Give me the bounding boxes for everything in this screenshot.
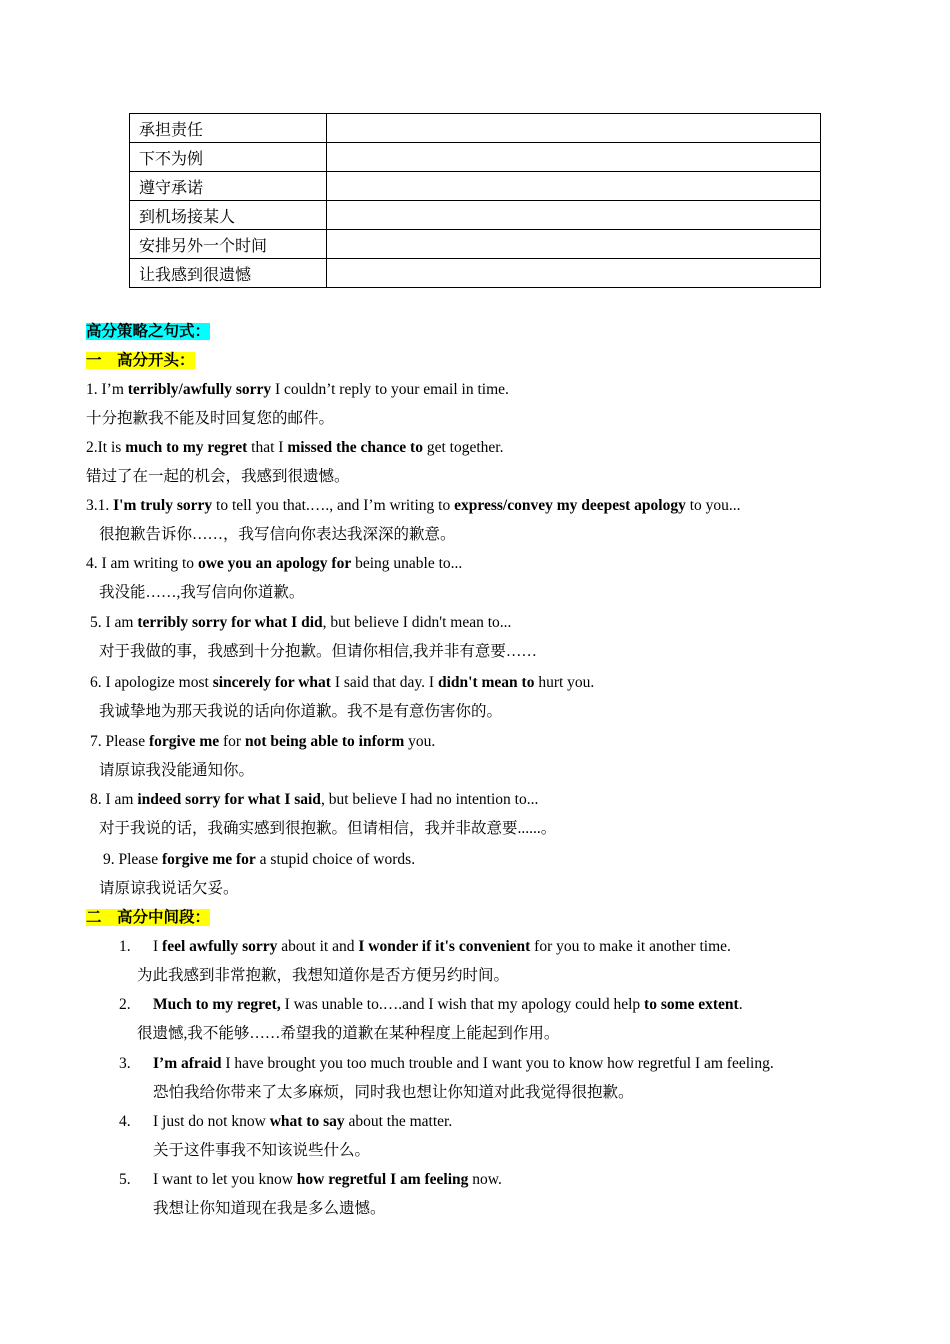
text-run: 4. I am writing to (86, 555, 198, 572)
vocab-chinese-cell: 遵守承诺 (130, 172, 327, 201)
text-run: I said that day. I (330, 674, 438, 691)
vocab-chinese-cell: 让我感到很遗憾 (130, 259, 327, 288)
vocab-row (130, 201, 821, 230)
vocab-english-cell (327, 230, 821, 259)
text-run: 1. I’m (86, 381, 128, 398)
bold-phrase: what to say (269, 1113, 345, 1130)
bold-phrase: didn't mean to (437, 674, 535, 691)
middle-sentence-number: 5. (119, 1171, 131, 1188)
bold-phrase: terribly sorry for what I did (137, 614, 323, 631)
section-heading-middle-text: 二 高分中间段： (86, 909, 211, 926)
bold-phrase: express/convey my deepest apology (454, 497, 686, 514)
text-run: being unable to... (351, 555, 463, 572)
opening-sentence-english (86, 496, 741, 516)
middle-sentence-english (153, 1170, 502, 1190)
main-heading (86, 322, 210, 342)
bold-phrase: not being able to inform (244, 733, 405, 750)
vocab-english-cell (327, 201, 821, 230)
text-run: 8. I am (90, 791, 138, 808)
opening-sentence-chinese: 我没能……,我写信向你道歉。 (99, 584, 305, 601)
opening-sentence-english (90, 613, 511, 633)
middle-sentence-chinese: 恐怕我给你带来了太多麻烦，同时我也想让你知道对此我觉得很抱歉。 (153, 1084, 634, 1101)
bold-phrase: forgive me for (161, 851, 256, 868)
text-run: 7. Please (90, 733, 149, 750)
vocab-row (130, 259, 821, 288)
bold-phrase: Much to my regret, (153, 996, 281, 1013)
bold-phrase: feel awfully sorry (162, 938, 278, 955)
opening-sentence-english (86, 554, 462, 574)
vocab-chinese-cell: 承担责任 (130, 114, 327, 143)
middle-sentence-number: 1. (119, 938, 131, 955)
opening-sentence-chinese: 很抱歉告诉你……，我写信向你表达我深深的歉意。 (99, 526, 456, 543)
text-run: a stupid choice of words. (255, 851, 416, 868)
opening-sentence-chinese: 对于我做的事，我感到十分抱歉。但请你相信,我并非有意要…… (99, 643, 537, 660)
text-run: to tell you that.…., and I’m writing to (212, 497, 455, 514)
text-run: get together. (422, 439, 504, 456)
bold-phrase: indeed sorry for what I said (137, 791, 321, 808)
bold-phrase: forgive me (148, 733, 220, 750)
text-run: 2.It is (86, 439, 126, 456)
bold-phrase: sincerely for what (212, 674, 331, 691)
middle-sentence-chinese: 关于这件事我不知该说些什么。 (153, 1142, 371, 1159)
text-run: I want to let you know (153, 1171, 297, 1188)
text-run: to you... (685, 497, 741, 514)
text-run: for you to make it another time. (530, 938, 731, 955)
text-run: I (153, 938, 163, 955)
text-run: you. (404, 733, 436, 750)
bold-phrase: I'm truly sorry (113, 497, 213, 514)
text-run: 9. Please (103, 851, 162, 868)
text-run: hurt you. (534, 674, 595, 691)
text-run: for (219, 733, 245, 750)
text-run: that I (247, 439, 288, 456)
vocab-english-cell (327, 259, 821, 288)
vocab-row (130, 143, 821, 172)
text-run: , but believe I had no intention to... (320, 791, 539, 808)
text-run: I was unable to.….and I wish that my apology could help (280, 996, 645, 1013)
middle-sentence-english (153, 995, 743, 1015)
opening-sentence-chinese: 十分抱歉我不能及时回复您的邮件。 (86, 410, 335, 427)
bold-phrase: to some extent (644, 996, 739, 1013)
text-run: about the matter. (344, 1113, 453, 1130)
text-run: about it and (277, 938, 359, 955)
middle-sentence-number: 3. (119, 1055, 131, 1072)
text-run: I just do not know (153, 1113, 270, 1130)
vocab-english-cell (327, 143, 821, 172)
text-run: 5. I am (90, 614, 138, 631)
text-run: 6. I apologize most (90, 674, 213, 691)
vocab-english-cell (327, 114, 821, 143)
text-run: . (738, 996, 743, 1013)
opening-sentence-english (86, 380, 509, 400)
vocab-chinese-cell: 安排另外一个时间 (130, 230, 327, 259)
opening-sentence-english (86, 438, 503, 458)
section-heading-opening-text: 一 高分开头： (86, 352, 195, 369)
bold-phrase: I wonder if it's convenient (358, 938, 531, 955)
vocab-row (130, 114, 821, 143)
text-run: now. (468, 1171, 502, 1188)
opening-sentence-chinese: 对于我说的话，我确实感到很抱歉。但请相信，我并非故意要......。 (99, 820, 557, 837)
text-run: I have brought you too much trouble and I want you to know how regretful I am feeling. (221, 1055, 774, 1072)
text-run: , but believe I didn't mean to... (322, 614, 512, 631)
middle-sentence-chinese: 很遗憾,我不能够……希望我的道歉在某种程度上能起到作用。 (137, 1025, 560, 1042)
vocab-row (130, 230, 821, 259)
vocab-chinese-cell: 到机场接某人 (130, 201, 327, 230)
opening-sentence-english (90, 732, 435, 752)
opening-sentence-chinese: 请原谅我没能通知你。 (99, 762, 255, 779)
bold-phrase: terribly/awfully sorry (127, 381, 272, 398)
bold-phrase: missed the chance to (287, 439, 423, 456)
main-heading-text: 高分策略之句式： (86, 323, 211, 340)
section-heading-opening (86, 351, 195, 371)
vocab-chinese-cell: 下不为例 (130, 143, 327, 172)
middle-sentence-number: 4. (119, 1113, 131, 1130)
opening-sentence-chinese: 错过了在一起的机会，我感到很遗憾。 (86, 468, 350, 485)
bold-phrase: how regretful I am feeling (296, 1171, 469, 1188)
vocab-english-cell (327, 172, 821, 201)
bold-phrase: owe you an apology for (197, 555, 352, 572)
text-run: I couldn’t reply to your email in time. (271, 381, 509, 398)
opening-sentence-english (103, 850, 415, 870)
section-heading-middle (86, 908, 210, 928)
middle-sentence-number: 2. (119, 996, 131, 1013)
opening-sentence-chinese: 请原谅我说话欠妥。 (99, 880, 239, 897)
middle-sentence-english (153, 937, 731, 957)
vocab-table (129, 113, 821, 288)
middle-sentence-chinese: 为此我感到非常抱歉，我想知道你是否方便另约时间。 (137, 967, 510, 984)
vocab-table-body (130, 114, 821, 288)
middle-sentence-chinese: 我想让你知道现在我是多么遗憾。 (153, 1200, 386, 1217)
opening-sentence-english (90, 673, 594, 693)
vocab-row (130, 172, 821, 201)
opening-sentence-chinese: 我诚挚地为那天我说的话向你道歉。我不是有意伤害你的。 (99, 703, 503, 720)
bold-phrase: much to my regret (125, 439, 248, 456)
middle-sentence-english (153, 1054, 774, 1074)
text-run: 3.1. (86, 497, 114, 514)
bold-phrase: I’m afraid (153, 1055, 222, 1072)
opening-sentence-english (90, 790, 538, 810)
middle-sentence-english (153, 1112, 452, 1132)
